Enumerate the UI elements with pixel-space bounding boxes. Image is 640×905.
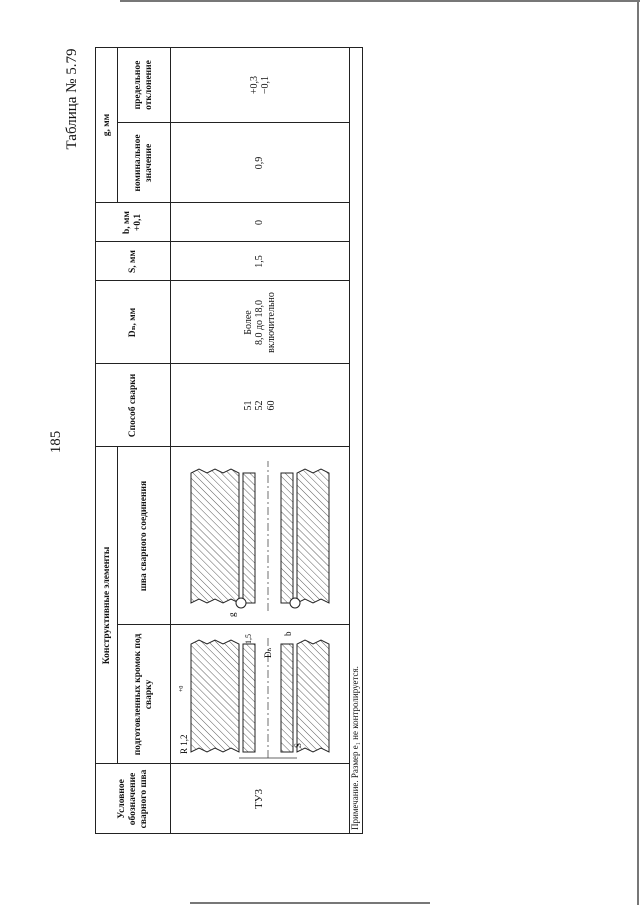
col-divider-sub: [117, 624, 349, 625]
dn-range-line: включительно: [265, 292, 277, 353]
header-structural-elements: Конструктивные элементы: [101, 546, 112, 665]
col-divider: [95, 241, 349, 242]
page-number: 185: [48, 430, 64, 454]
method-value: 52: [254, 400, 266, 411]
header-weld-seam: шва сварного соединения: [138, 480, 149, 592]
tube-sheet-lower: [297, 640, 329, 752]
method-value: 51: [242, 400, 254, 411]
header-designation: Условное обозначение сварного шва: [116, 769, 149, 829]
weld-seam-drawing: [173, 449, 347, 623]
header-g-deviation: предельное отклонение: [133, 60, 154, 110]
header-dn: Dₙ, мм: [127, 307, 138, 338]
dn-range-line: 8,0 до 18,0: [254, 299, 266, 346]
cell-g-deviation: [173, 49, 347, 121]
header-prepared-edges: подготовленных кромок под сварку: [133, 633, 154, 756]
label-radius: R 1,2: [179, 734, 189, 754]
cell-welding-methods: [173, 366, 347, 445]
cell-g-nominal: 0,9: [254, 156, 266, 170]
header-subline: [117, 447, 118, 764]
deviation-plus: +0,3: [248, 75, 260, 95]
label-dn: Dₙ: [263, 647, 273, 658]
header-g-nominal: номинальное значение: [133, 134, 154, 192]
method-value: 60: [265, 400, 277, 411]
label-g: g: [227, 612, 237, 617]
cell-designation: ТУ3: [253, 789, 266, 810]
col-divider: [95, 763, 349, 764]
cell-s: 1,5: [254, 255, 266, 268]
label-b: b: [283, 631, 293, 636]
header-b: b, мм +0,1: [122, 211, 143, 234]
deviation-minus: −0,1: [260, 75, 271, 95]
scan-edge-top: [120, 0, 640, 2]
header-welding-method: Способ сварки: [127, 373, 138, 438]
table-title: Таблица № 5.79: [64, 48, 80, 150]
cell-b: 0: [254, 220, 266, 225]
tube-sheet: [191, 640, 239, 752]
header-bottom-line: [170, 47, 171, 834]
label-tolerance: +0: [179, 685, 185, 692]
col-divider: [95, 363, 349, 364]
col-divider: [95, 202, 349, 203]
header-subline: [117, 47, 118, 203]
weld-tube-sheet: [191, 469, 239, 603]
weld-table: [95, 47, 363, 834]
dn-range-line: Более: [242, 310, 254, 335]
weld-bead: [290, 598, 300, 608]
header-s: S, мм: [127, 250, 138, 273]
cell-dn-range: [173, 283, 347, 362]
col-divider: [95, 280, 349, 281]
label-dim-15: 1,5: [244, 634, 253, 644]
table-note: Примечание. Размер e₁ не контролируется.: [350, 666, 360, 830]
label-s: S: [293, 742, 303, 748]
scan-edge-bottom: [190, 902, 430, 904]
weld-bead: [236, 598, 246, 608]
weld-table-wrapper: [95, 47, 640, 830]
header-g: g, мм: [101, 113, 112, 137]
col-divider: [95, 446, 349, 447]
col-divider-sub: [117, 122, 349, 123]
prepared-edge-drawing: [173, 627, 347, 762]
weld-tube-sheet-lower: [297, 469, 329, 603]
